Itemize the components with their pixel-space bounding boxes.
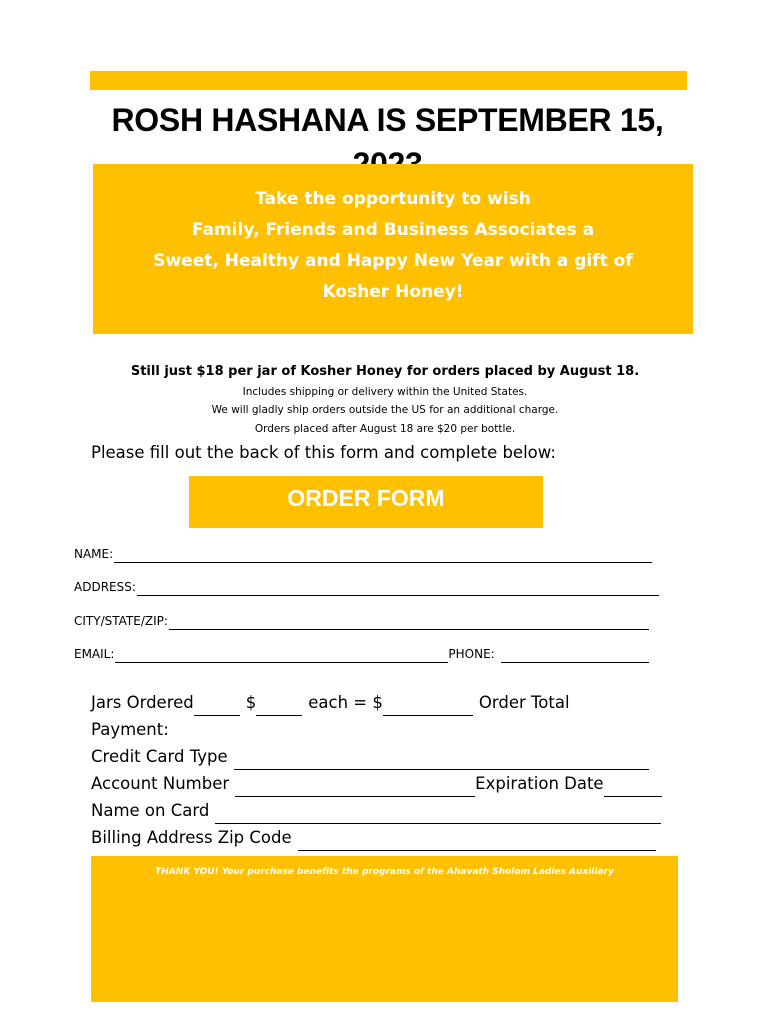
order-total-line[interactable] [383, 695, 473, 716]
name-label: NAME: [74, 547, 114, 561]
name-on-card-row [91, 797, 662, 824]
each-label: each = $ [308, 693, 383, 712]
card-type-row [91, 743, 662, 770]
order-details [91, 689, 662, 851]
shipping-note: Includes shipping or delivery within the United States. [242, 386, 528, 398]
city-state-zip-line[interactable] [169, 616, 649, 630]
price-headline: Still just $18 per jar of Kosher Honey for orders placed by August 18. [130, 364, 640, 379]
name-on-card-line[interactable] [215, 803, 661, 824]
address-label: ADDRESS: [74, 580, 136, 594]
greeting-banner [93, 164, 693, 334]
email-line[interactable] [115, 649, 448, 663]
payment-row [91, 716, 662, 743]
email-label: EMAIL: [74, 647, 115, 661]
thank-you-text: THANK YOU! Your purchase benefits the programs of the Ahavath Sholom Ladies Auxiliary [155, 867, 614, 877]
order-total-label: Order Total [478, 693, 570, 712]
international-note: We will gladly ship orders outside the US for an additional charge. [211, 404, 559, 416]
card-type-line[interactable] [234, 749, 649, 770]
card-type-label: Credit Card Type [91, 747, 228, 766]
account-number-label: Account Number [91, 774, 230, 793]
late-price-note: Orders placed after August 18 are $20 per bottle. [254, 423, 516, 435]
address-field[interactable] [74, 578, 659, 596]
name-field[interactable] [74, 545, 652, 563]
jars-ordered-label: Jars Ordered [91, 693, 194, 712]
greeting-line-3: Sweet, Healthy and Happy New Year with a gift of [153, 251, 633, 271]
greeting-line-4: Kosher Honey! [322, 282, 464, 302]
order-form-header [189, 476, 543, 528]
city-state-zip-field[interactable] [74, 612, 649, 630]
name-line[interactable] [114, 549, 652, 563]
expiration-line[interactable] [604, 776, 662, 797]
jars-ordered-row [91, 689, 662, 716]
greeting-line-1: Take the opportunity to wish [255, 189, 531, 209]
order-form-title: ORDER FORM [287, 485, 445, 511]
phone-label: PHONE: [448, 647, 495, 661]
price-each-line[interactable] [256, 695, 302, 716]
account-number-line[interactable] [235, 776, 475, 797]
thank-you-box [91, 856, 678, 1002]
jars-ordered-line[interactable] [194, 695, 240, 716]
phone-line[interactable] [501, 649, 649, 663]
greeting-text [93, 184, 693, 308]
page-title: ROSH HASHANA IS SEPTEMBER 15, [111, 102, 664, 138]
email-phone-field[interactable] [74, 645, 649, 663]
billing-zip-line[interactable] [298, 830, 656, 851]
form-instructions: Please fill out the back of this form and complete below: [91, 443, 556, 462]
greeting-line-2: Family, Friends and Business Associates a [191, 220, 595, 240]
expiration-label: Expiration Date [475, 774, 604, 793]
top-accent-bar [90, 71, 687, 90]
billing-zip-row [91, 824, 662, 851]
billing-zip-label: Billing Address Zip Code [91, 828, 292, 847]
price-dollar-label: $ [245, 693, 257, 712]
name-on-card-label: Name on Card [91, 801, 210, 820]
address-line[interactable] [137, 582, 659, 596]
account-row [91, 770, 662, 797]
payment-label: Payment: [91, 720, 169, 739]
city-state-zip-label: CITY/STATE/ZIP: [74, 614, 168, 628]
